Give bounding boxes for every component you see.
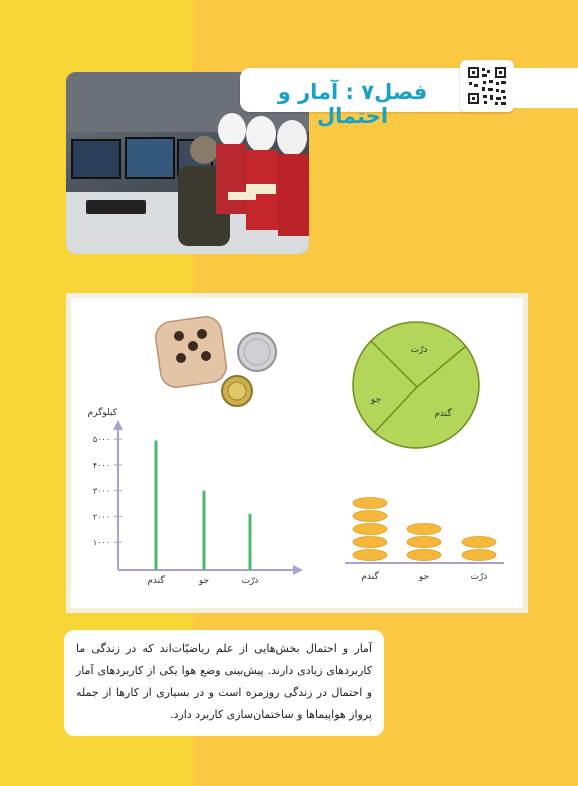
- grain-sack-icon: [353, 511, 387, 522]
- qr-code[interactable]: [460, 60, 514, 112]
- pie-label-wheat: گندم: [434, 409, 452, 419]
- title-strip: [514, 68, 578, 108]
- grain-sack-icon: [353, 524, 387, 535]
- y-tick-label: ۴۰۰۰: [92, 460, 110, 470]
- x-category-label: جو: [198, 576, 210, 586]
- y-axis-arrow: [113, 420, 123, 430]
- y-tick-label: ۱۰۰۰: [92, 538, 110, 548]
- y-tick-label: ۵۰۰۰: [92, 435, 110, 445]
- pie-label-barley: جو: [370, 395, 382, 405]
- grain-sack-icon: [353, 498, 387, 509]
- intro-paragraph: آمار و احتمال بخش‌هایی از علم ریاضیّات‌اند که در زندگی ما کاربردهای زیادی دارند. پیش‌بینی وضع هوا یکی از کاربردهای آمار و احتمال در زندگی روزمره است و در بسیاری از کارها از جمله پرواز هواپیماها و ساختمان‌سازی کاربرد دارد.: [76, 642, 372, 721]
- bar-1: [203, 491, 206, 570]
- intro-text-box: [64, 630, 384, 736]
- grain-sack-icon: [353, 537, 387, 548]
- grain-sack-icon: [462, 537, 496, 548]
- y-tick-label: ۳۰۰۰: [92, 486, 110, 496]
- x-axis-arrow: [293, 565, 303, 575]
- charts-card: [66, 293, 528, 613]
- pictograph-category-label: گندم: [361, 572, 379, 582]
- chapter-header: [240, 60, 578, 128]
- bar-chart: [88, 406, 303, 586]
- grain-sack-icon: [353, 550, 387, 561]
- bar-2: [249, 514, 252, 570]
- y-tick-label: ۲۰۰۰: [92, 512, 110, 522]
- y-axis-label: کیلوگرم: [87, 408, 117, 418]
- grain-sack-icon: [407, 537, 441, 548]
- grain-sack-icon: [407, 550, 441, 561]
- bar-0: [155, 440, 158, 570]
- grain-sack-icon: [462, 550, 496, 561]
- x-category-label: گندم: [147, 576, 165, 586]
- silver-coin-image: [238, 333, 276, 371]
- x-category-label: ذرّت: [241, 576, 259, 586]
- gold-coin-image: [222, 376, 252, 406]
- pictograph-chart: [345, 498, 504, 583]
- dice-image: [154, 315, 229, 390]
- pictograph-category-label: جو: [418, 572, 430, 582]
- pictograph-category-label: ذرّت: [470, 572, 488, 582]
- pie-label-corn: ذرّت: [410, 345, 428, 355]
- grain-sack-icon: [407, 524, 441, 535]
- chapter-title-pill: [240, 68, 464, 128]
- chapter-title: فصل۷ : آمار و احتمال: [277, 80, 428, 128]
- pie-chart: [353, 322, 479, 448]
